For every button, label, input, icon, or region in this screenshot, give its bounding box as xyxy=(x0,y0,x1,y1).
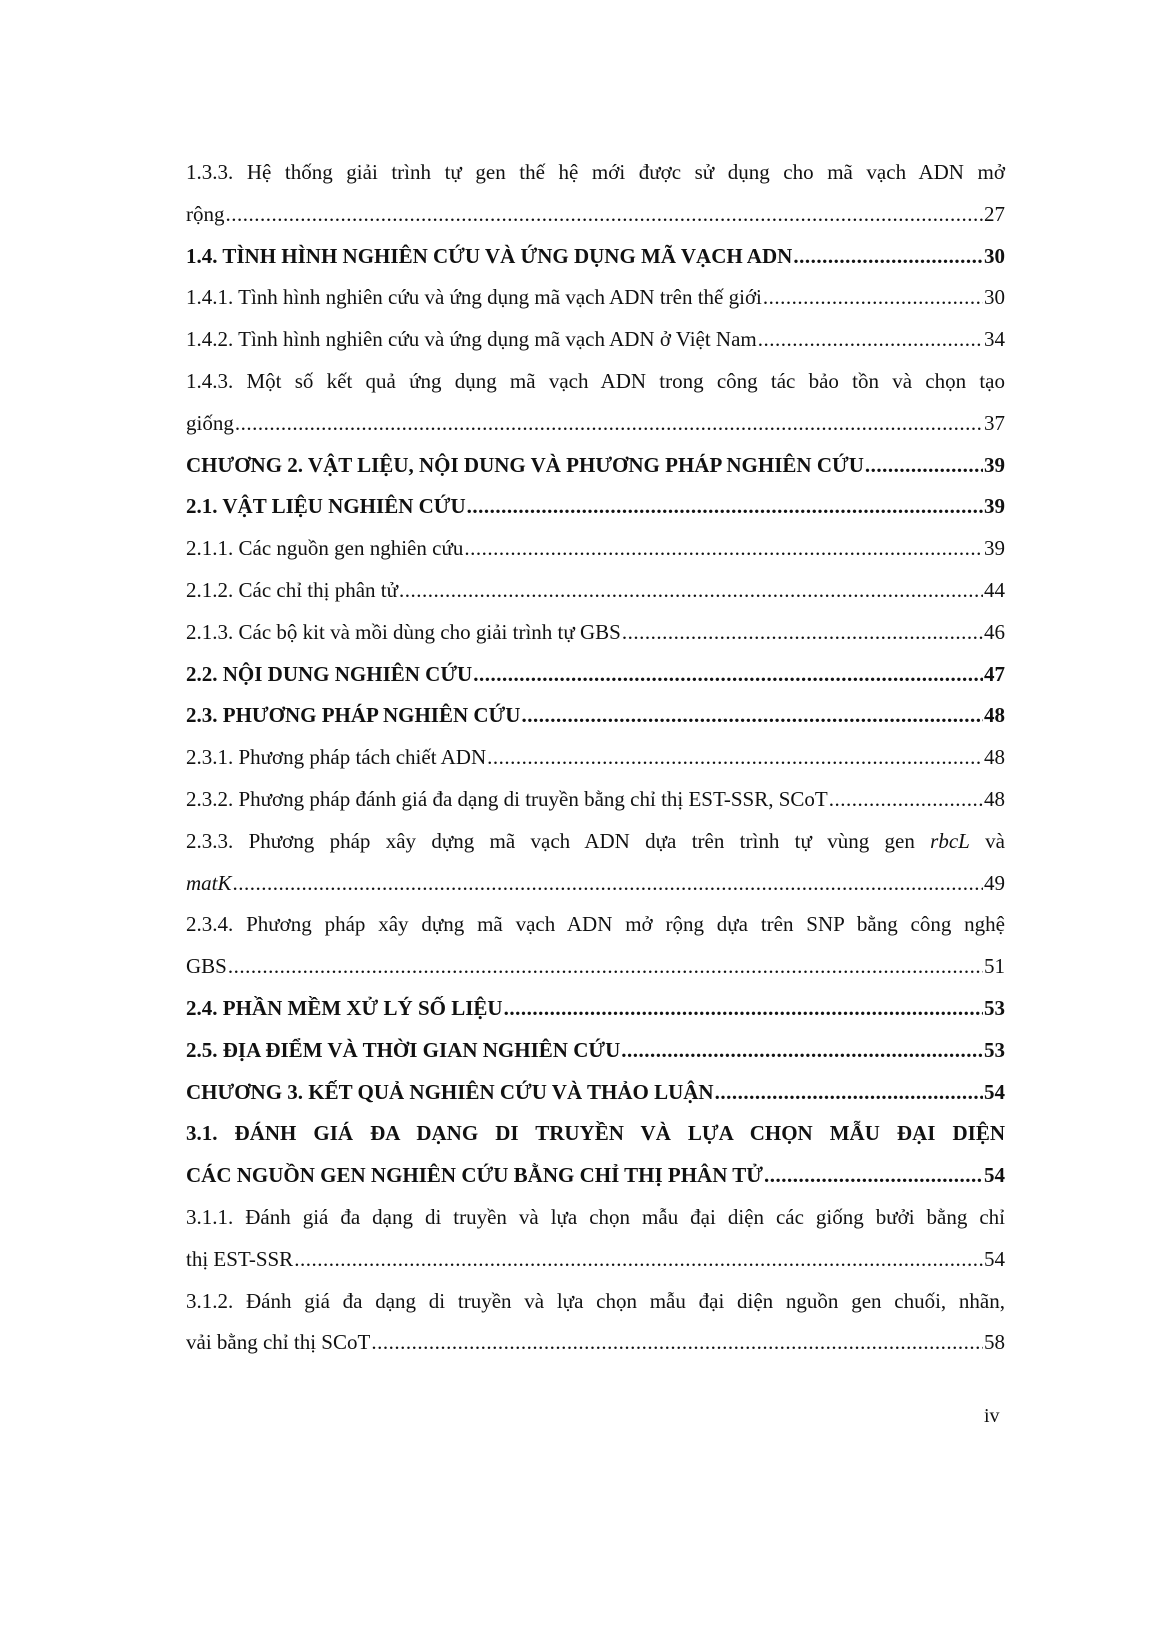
gene-name: rbcL xyxy=(930,828,970,853)
toc-page-number: 54 xyxy=(984,1163,1005,1188)
dot-leader xyxy=(793,236,983,278)
toc-entry[interactable] xyxy=(186,152,1005,236)
dot-leader xyxy=(764,1155,983,1197)
toc-entry-title: 2.4. PHẦN MỀM XỬ LÝ SỐ LIỆU xyxy=(186,995,503,1020)
toc-entry[interactable] xyxy=(186,1072,1005,1114)
toc-entry-title: matK xyxy=(186,870,232,895)
toc-entry-title: 2.1.3. Các bộ kit và mồi dùng cho giải trình tự GBS xyxy=(186,619,621,644)
toc-entry-title: 2.1.2. Các chỉ thị phân tử xyxy=(186,577,399,602)
toc-entry-title: CÁC NGUỒN GEN NGHIÊN CỨU BẰNG CHỈ THỊ PHÂN TỬ xyxy=(186,1163,763,1188)
toc-entry-line xyxy=(186,1239,1005,1281)
toc-entry-title: 1.4.1. Tình hình nghiên cứu và ứng dụng mã vạch ADN trên thế giới xyxy=(186,285,762,310)
toc-entry-title: 2.3. PHƯƠNG PHÁP NGHIÊN CỨU xyxy=(186,703,521,728)
toc-entry-line xyxy=(186,1072,1005,1114)
toc-entry[interactable] xyxy=(186,319,1005,361)
toc-page-number: 44 xyxy=(984,577,1005,602)
dot-leader xyxy=(487,737,983,779)
toc-entry-line xyxy=(186,1155,1005,1197)
toc-page-number: 58 xyxy=(984,1330,1005,1355)
toc-page-number: 27 xyxy=(984,201,1005,226)
toc-page-number: 34 xyxy=(984,327,1005,352)
dot-leader xyxy=(504,988,983,1030)
dot-leader xyxy=(399,570,983,612)
dot-leader xyxy=(467,486,983,528)
toc-page-number: 48 xyxy=(984,703,1005,728)
toc-entry-title: 2.3.1. Phương pháp tách chiết ADN xyxy=(186,745,487,770)
toc-page-number: 37 xyxy=(984,410,1005,435)
toc-entry-line xyxy=(186,612,1005,654)
toc-entry-line xyxy=(186,779,1005,821)
toc-entry[interactable] xyxy=(186,486,1005,528)
toc-entry-title: 2.1. VẬT LIỆU NGHIÊN CỨU xyxy=(186,494,466,519)
dot-leader xyxy=(464,528,983,570)
toc-entry-line xyxy=(186,236,1005,278)
toc-entry-line xyxy=(186,695,1005,737)
toc-entry-line xyxy=(186,737,1005,779)
toc-entry-line xyxy=(186,863,1005,905)
dot-leader xyxy=(622,612,983,654)
toc-page-number: 51 xyxy=(984,954,1005,979)
toc-page-number: 54 xyxy=(984,1079,1005,1104)
toc-entry-title: rộng xyxy=(186,201,225,226)
toc-entry-title: GBS xyxy=(186,954,227,979)
toc-entry[interactable] xyxy=(186,1281,1005,1365)
toc-entry-text-line: 3.1.2. Đánh giá đa dạng di truyền và lựa chọn mẫu đại diện nguồn gen chuối, nhãn, xyxy=(186,1288,1005,1313)
toc-entry-title: 2.5. ĐỊA ĐIỂM VÀ THỜI GIAN NGHIÊN CỨU xyxy=(186,1037,621,1062)
toc-entry-line xyxy=(186,1030,1005,1072)
toc-entry-title: giống xyxy=(186,410,234,435)
toc-page-number: 48 xyxy=(984,745,1005,770)
dot-leader xyxy=(621,1030,983,1072)
dot-leader xyxy=(473,654,983,696)
toc-page-number: 47 xyxy=(984,661,1005,686)
toc-entry[interactable] xyxy=(186,277,1005,319)
toc-entry-title: 1.4. TÌNH HÌNH NGHIÊN CỨU VÀ ỨNG DỤNG MÃ VẠCH ADN xyxy=(186,243,793,268)
dot-leader xyxy=(758,319,983,361)
toc-page-number: 49 xyxy=(984,870,1005,895)
toc-entry[interactable] xyxy=(186,695,1005,737)
toc-page-number: 30 xyxy=(984,285,1005,310)
toc-entry-line xyxy=(186,403,1005,445)
toc-page-number: 46 xyxy=(984,619,1005,644)
toc-entry-line xyxy=(186,1322,1005,1364)
toc-entry-line xyxy=(186,570,1005,612)
dot-leader xyxy=(521,695,983,737)
toc-entry-title: CHƯƠNG 3. KẾT QUẢ NGHIÊN CỨU VÀ THẢO LUẬN xyxy=(186,1079,714,1104)
toc-entry[interactable] xyxy=(186,570,1005,612)
toc-entry-line xyxy=(186,988,1005,1030)
toc-entry[interactable] xyxy=(186,737,1005,779)
toc-entry-line xyxy=(186,277,1005,319)
toc-entry[interactable] xyxy=(186,445,1005,487)
dot-leader xyxy=(829,779,983,821)
toc-entry[interactable] xyxy=(186,1197,1005,1281)
toc-entry[interactable] xyxy=(186,779,1005,821)
toc-entry-line xyxy=(186,445,1005,487)
toc-entry-line xyxy=(186,486,1005,528)
toc-entry-title: 1.4.2. Tình hình nghiên cứu và ứng dụng mã vạch ADN ở Việt Nam xyxy=(186,327,757,352)
toc-page-number: 48 xyxy=(984,786,1005,811)
dot-leader xyxy=(294,1239,983,1281)
dot-leader xyxy=(715,1072,983,1114)
toc-page-number: 39 xyxy=(984,536,1005,561)
toc-entry-line xyxy=(186,946,1005,988)
toc-entry-title: thị EST-SSR xyxy=(186,1246,294,1271)
dot-leader xyxy=(763,277,983,319)
toc-entry-title: 2.2. NỘI DUNG NGHIÊN CỨU xyxy=(186,661,473,686)
toc-entry-title: 2.3.2. Phương pháp đánh giá đa dạng di truyền bằng chỉ thị EST-SSR, SCoT xyxy=(186,786,828,811)
page-number: iv xyxy=(984,1405,1000,1427)
toc-page-number: 39 xyxy=(984,452,1005,477)
toc-entry-text-line: 1.3.3. Hệ thống giải trình tự gen thế hệ mới được sử dụng cho mã vạch ADN mở xyxy=(186,160,1005,184)
toc-entry[interactable] xyxy=(186,528,1005,570)
toc-entry-title: vải bằng chỉ thị SCoT xyxy=(186,1330,371,1355)
toc-entry-text-line: 2.3.4. Phương pháp xây dựng mã vạch ADN mở rộng dựa trên SNP bằng công nghệ xyxy=(186,912,1005,937)
toc-page-number: 53 xyxy=(984,995,1005,1020)
dot-leader xyxy=(865,445,983,487)
toc-entry[interactable] xyxy=(186,821,1005,905)
toc-entry-line xyxy=(186,528,1005,570)
toc-entry-line xyxy=(186,654,1005,696)
toc-entry[interactable] xyxy=(186,236,1005,278)
toc-entry[interactable] xyxy=(186,612,1005,654)
toc-entry[interactable] xyxy=(186,1030,1005,1072)
dot-leader xyxy=(235,403,983,445)
toc-entry-line xyxy=(186,194,1005,236)
dot-leader xyxy=(228,946,983,988)
toc-page-number: 53 xyxy=(984,1037,1005,1062)
table-of-contents xyxy=(186,152,1005,1364)
dot-leader xyxy=(233,863,983,905)
toc-page-number: 54 xyxy=(984,1246,1005,1271)
toc-page-number: 39 xyxy=(984,494,1005,519)
dot-leader xyxy=(226,194,984,236)
toc-entry[interactable] xyxy=(186,361,1005,445)
dot-leader xyxy=(371,1322,983,1364)
toc-entry[interactable] xyxy=(186,1113,1005,1197)
toc-entry[interactable] xyxy=(186,988,1005,1030)
toc-entry-title: CHƯƠNG 2. VẬT LIỆU, NỘI DUNG VÀ PHƯƠNG PHÁP NGHIÊN CỨU xyxy=(186,452,864,477)
toc-page-number: 30 xyxy=(984,243,1005,268)
toc-entry-text-line: 2.3.3. Phương pháp xây dựng mã vạch ADN dựa trên trình tự vùng gen rbcL và xyxy=(186,828,1006,853)
toc-entry[interactable] xyxy=(186,904,1005,988)
toc-entry-title: 2.1.1. Các nguồn gen nghiên cứu xyxy=(186,536,464,561)
toc-entry-text-line: 1.4.3. Một số kết quả ứng dụng mã vạch ADN trong công tác bảo tồn và chọn tạo xyxy=(186,368,1005,393)
toc-entry-text-line: 3.1. ĐÁNH GIÁ ĐA DẠNG DI TRUYỀN VÀ LỰA CHỌN MẪU ĐẠI DIỆN xyxy=(186,1121,1005,1146)
toc-entry[interactable] xyxy=(186,654,1005,696)
toc-entry-text-line: 3.1.1. Đánh giá đa dạng di truyền và lựa chọn mẫu đại diện các giống bưởi bằng chỉ xyxy=(186,1204,1005,1229)
toc-entry-line xyxy=(186,319,1005,361)
